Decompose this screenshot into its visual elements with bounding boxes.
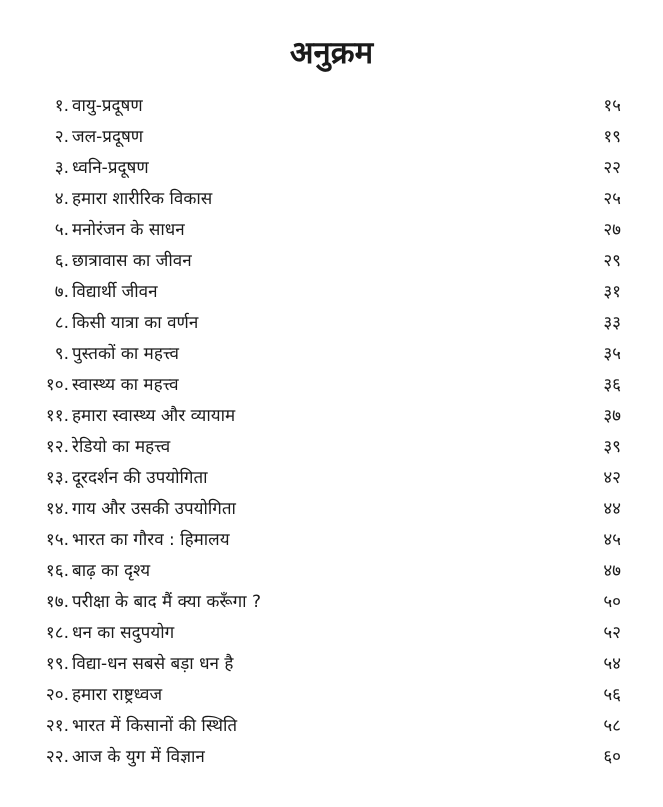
toc-entry-title: धन का सदुपयोग [72,623,175,643]
toc-entry[interactable] [0,91,663,122]
toc-entry-title: भारत का गौरव : हिमालय [72,530,230,550]
toc-entry-title: विद्या-धन सबसे बड़ा धन है [72,654,234,674]
toc-entry-number: १६. [45,561,69,581]
toc-entry-number: १५. [45,530,69,550]
toc-entry-page-number: ३५ [603,344,621,364]
toc-entry-title: भारत में किसानों की स्थिति [72,716,238,736]
toc-entry-page-number: ५२ [603,623,621,643]
toc-entry-title: वायु-प्रदूषण [72,96,143,116]
toc-entry[interactable] [0,525,663,556]
toc-entry-number: ८. [54,313,69,333]
toc-entry-title: पुस्तकों का महत्त्व [72,344,179,364]
toc-entry[interactable] [0,494,663,525]
toc-entry-page-number: १९ [603,127,621,147]
toc-entry-page-number: ३९ [603,437,621,457]
toc-entry-number: ६. [54,251,69,271]
toc-entry-page-number: २९ [603,251,621,271]
toc-entry-title: जल-प्रदूषण [72,127,144,147]
toc-entry-number: ५. [54,220,69,240]
toc-entry-title: छात्रावास का जीवन [72,251,192,271]
toc-entry[interactable] [0,463,663,494]
toc-entry-page-number: ४२ [603,468,621,488]
toc-entry[interactable] [0,246,663,277]
toc-entry-number: २१. [45,716,69,736]
toc-entry-page-number: ५८ [603,716,621,736]
toc-entry-title: मनोरंजन के साधन [72,220,185,240]
toc-entry-title: आज के युग में विज्ञान [72,747,205,767]
toc-entry-title: गाय और उसकी उपयोगिता [72,499,236,519]
toc-entry-number: १४. [45,499,69,519]
toc-entry-page-number: ३७ [603,406,621,426]
toc-entry-title: स्वास्थ्य का महत्त्व [72,375,179,395]
toc-entry-number: १. [54,96,69,116]
toc-entry-number: ११. [45,406,69,426]
toc-entry-page-number: ५६ [603,685,621,705]
toc-entry-number: १८. [45,623,69,643]
toc-entry-title: परीक्षा के बाद मैं क्या करूँगा ? [72,592,262,612]
toc-entry-title: किसी यात्रा का वर्णन [72,313,199,333]
toc-entry-number: ७. [54,282,69,302]
toc-entry-number: १९. [45,654,69,674]
toc-entry[interactable] [0,215,663,246]
toc-entry[interactable] [0,649,663,680]
toc-entry-page-number: २७ [603,220,621,240]
toc-entry[interactable] [0,618,663,649]
toc-entry[interactable] [0,401,663,432]
toc-entry-page-number: २२ [603,158,621,178]
page-title: अनुक्रम [289,34,374,71]
toc-entry-title: ध्वनि-प्रदूषण [72,158,149,178]
toc-entry[interactable] [0,680,663,711]
toc-entry-page-number: ३१ [603,282,621,302]
toc-entry-title: हमारा स्वास्थ्य और व्यायाम [72,406,236,426]
toc-entry-page-number: ६० [603,747,621,767]
toc-entry-page-number: २५ [603,189,621,209]
toc-entry[interactable] [0,742,663,773]
toc-entry-title: विद्यार्थी जीवन [72,282,158,302]
toc-entry[interactable] [0,184,663,215]
toc-entry[interactable] [0,370,663,401]
toc-entry[interactable] [0,339,663,370]
toc-entry-title: रेडियो का महत्त्व [72,437,171,457]
toc-entry-page-number: ४४ [603,499,621,519]
toc-entry-page-number: ४७ [603,561,621,581]
toc-entry-title: हमारा राष्ट्रध्वज [72,685,163,705]
toc-entry-number: १०. [45,375,69,395]
toc-entry-page-number: ४५ [603,530,621,550]
toc-entry-number: १३. [45,468,69,488]
toc-entry-number: २. [54,127,69,147]
toc-entry[interactable] [0,432,663,463]
toc-entry-page-number: ५४ [603,654,621,674]
toc-entry-page-number: १५ [603,96,621,116]
toc-entry-number: ४. [54,189,69,209]
toc-entry-title: बाढ़ का दृश्य [72,561,151,581]
toc-entry[interactable] [0,587,663,618]
toc-entry-page-number: ५० [603,592,621,612]
toc-entry-number: २२. [45,747,69,767]
toc-entry-page-number: ३६ [603,375,621,395]
toc-entry-number: १७. [45,592,69,612]
toc-entry[interactable] [0,122,663,153]
toc-entry-number: २०. [45,685,69,705]
toc-entry[interactable] [0,556,663,587]
toc-entry-number: ३. [54,158,69,178]
toc-entry-title: दूरदर्शन की उपयोगिता [72,468,208,488]
toc-entry[interactable] [0,153,663,184]
toc-entry-number: ९. [54,344,69,364]
toc-entry-number: १२. [45,437,69,457]
toc-entry[interactable] [0,711,663,742]
table-of-contents [0,91,663,773]
toc-entry-page-number: ३३ [603,313,621,333]
toc-entry[interactable] [0,308,663,339]
toc-entry[interactable] [0,277,663,308]
toc-entry-title: हमारा शारीरिक विकास [72,189,213,209]
